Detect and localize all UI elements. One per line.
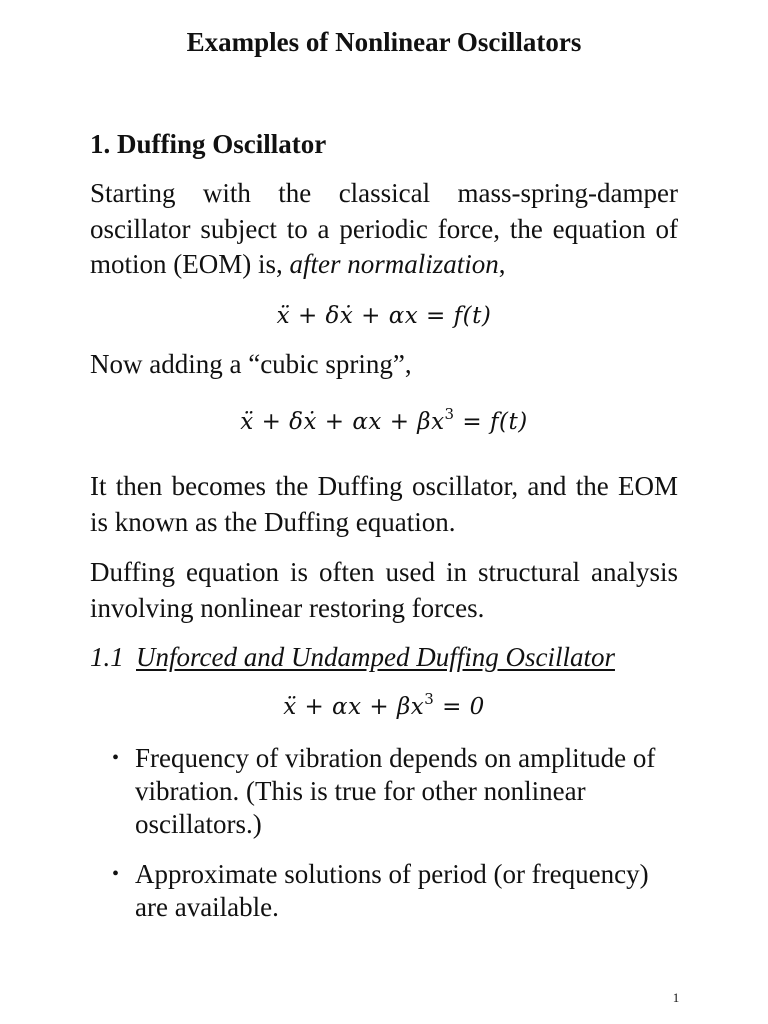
bullet-dot-icon: • <box>112 863 120 885</box>
equation-unforced-lhs: ẍ + αx + βx <box>283 694 425 720</box>
subsection-heading <box>90 641 615 673</box>
equation-duffing <box>0 407 768 437</box>
paragraph-intro-italic: after normalization <box>289 249 499 279</box>
subsection-title: Unforced and Undamped Duffing Oscillator <box>136 642 615 672</box>
paragraph-duffing-usage: Duffing equation is often used in structural analysis involving nonlinear restoring forces. <box>90 557 678 623</box>
paragraph-duffing-definition: It then becomes the Duffing oscillator, and the EOM is known as the Duffing equation. <box>90 471 678 537</box>
paragraph-intro-end: , <box>498 249 506 279</box>
page-number: 1 <box>672 990 680 1005</box>
paragraph-intro-text: Starting with the classical mass-spring-damper oscillator subject to a periodic force, the equation of motion (EOM) is, <box>90 178 678 279</box>
paragraph-intro <box>90 176 678 283</box>
equation-duffing-lhs: ẍ + δẋ + αx + βx <box>240 409 445 435</box>
section-heading: 1. Duffing Oscillator <box>90 129 327 159</box>
equation-linear-oscillator: ẍ + δẋ + αx = f(t) <box>276 303 492 329</box>
paragraph-cubic-spring: Now adding a “cubic spring”, <box>90 349 412 379</box>
bullet-text: Frequency of vibration depends on amplitude of vibration. (This is true for other nonlinear oscillators.) <box>135 743 656 839</box>
equation-unforced-undamped <box>0 692 768 722</box>
equation-unforced-rhs: = 0 <box>434 694 485 720</box>
bullet-dot-icon: • <box>112 747 120 769</box>
document-title: Examples of Nonlinear Oscillators <box>186 27 582 57</box>
list-item <box>110 742 680 841</box>
bullet-text: Approximate solutions of period (or frequency) are available. <box>135 859 649 922</box>
subsection-number: 1.1 <box>90 642 124 672</box>
list-item <box>110 858 680 924</box>
equation-duffing-rhs: = f(t) <box>454 409 528 435</box>
equation-unforced-exponent: 3 <box>424 690 435 708</box>
equation-duffing-exponent: 3 <box>444 405 455 423</box>
bullet-list <box>110 742 680 941</box>
